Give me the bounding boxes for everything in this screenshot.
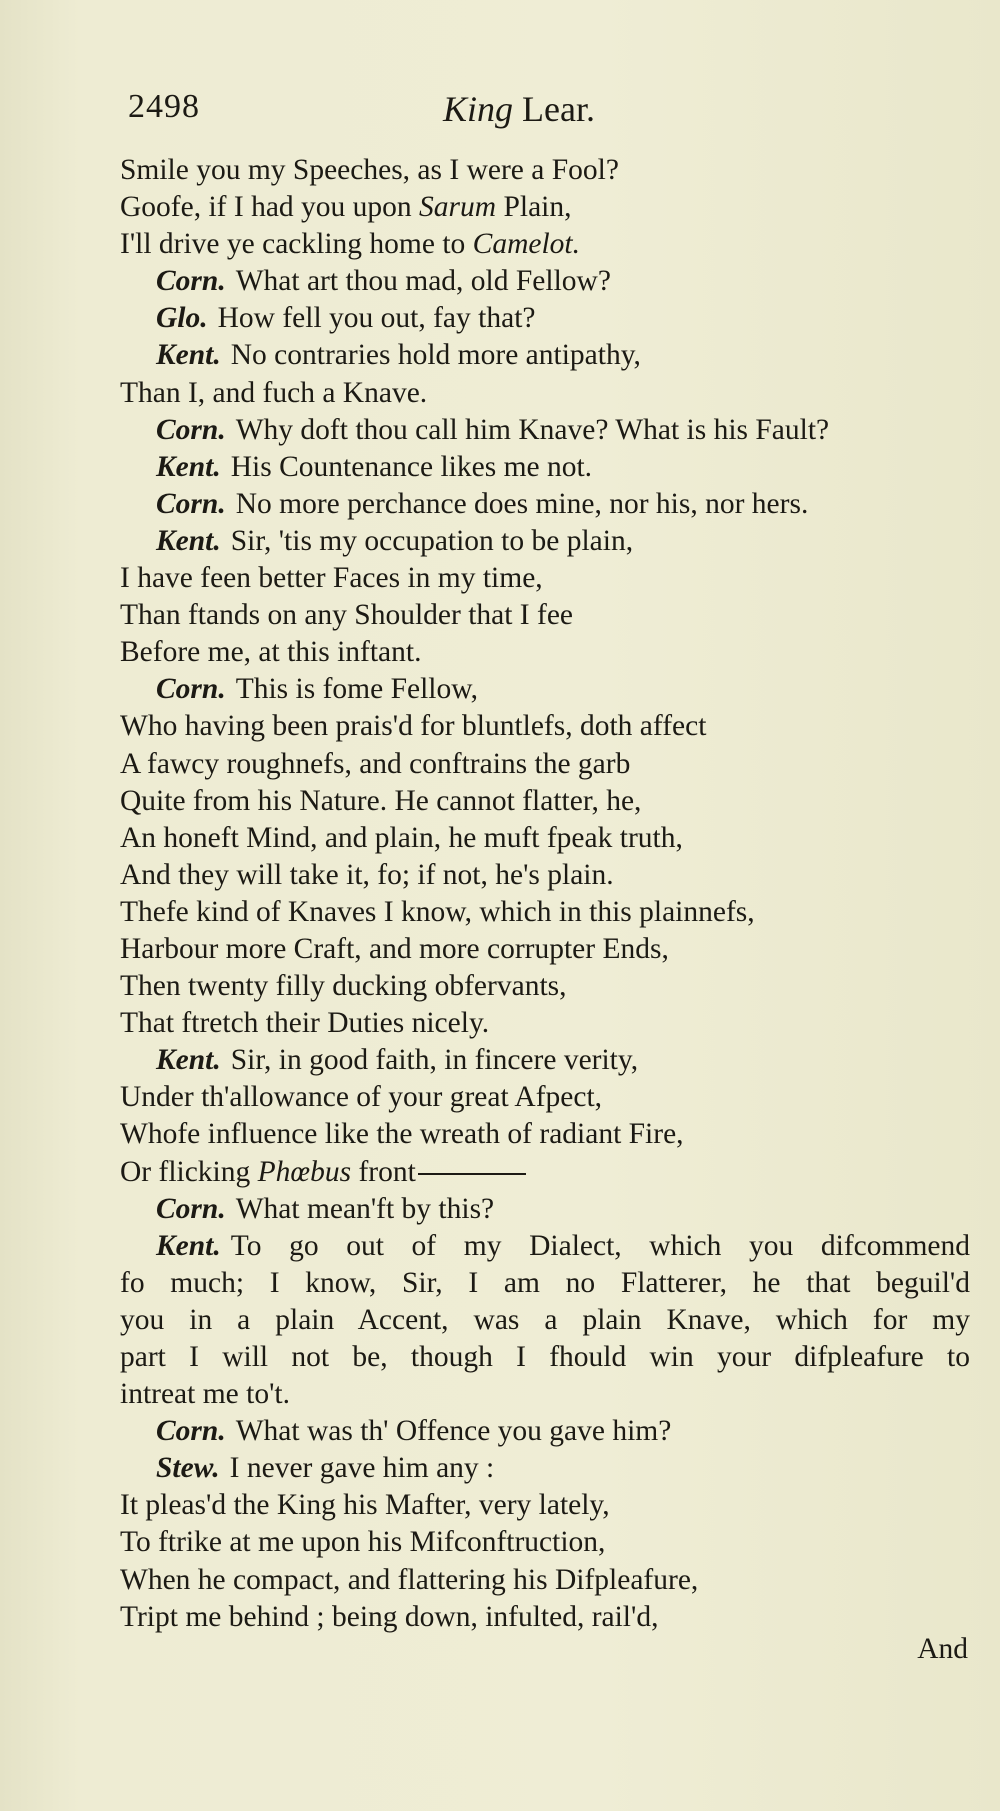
running-title-italic: King	[443, 89, 514, 129]
line-text-tail: Plain,	[496, 191, 572, 224]
text-line	[120, 189, 970, 226]
text-line	[120, 671, 970, 708]
text-line	[120, 375, 970, 412]
line-text: I have feen better Faces in my time,	[120, 562, 543, 595]
text-line	[120, 1450, 970, 1487]
line-text: When he compact, and flattering his Difpleafure,	[120, 1563, 699, 1596]
text-line	[120, 486, 970, 523]
text-line	[120, 1376, 970, 1413]
text-line	[120, 1079, 970, 1116]
line-text: part I will not be, though I fhould win your difpleafure to	[120, 1341, 970, 1373]
line-text: His Countenance likes me not.	[230, 450, 593, 483]
speaker-name: Kent.	[156, 1229, 221, 1262]
page-number: 2498	[128, 88, 200, 125]
speaker-name: Kent.	[156, 1044, 221, 1077]
text-line	[120, 820, 970, 857]
speaker-name: Kent.	[156, 450, 221, 483]
text-line	[120, 894, 970, 931]
text-line	[120, 1005, 970, 1042]
line-text: Why doft thou call him Knave? What is his Fault?	[235, 413, 830, 446]
text-line	[120, 263, 970, 300]
text-line	[120, 931, 970, 968]
line-text: A fawcy roughnefs, and conftrains the garb	[120, 747, 631, 780]
speaker-name: Corn.	[156, 265, 226, 298]
text-line	[120, 412, 970, 449]
line-text: Than ftands on any Shoulder that I fee	[120, 599, 574, 632]
text-line	[120, 152, 970, 189]
text-line	[120, 1191, 970, 1228]
text-line	[120, 1154, 970, 1191]
line-text-tail: front	[351, 1155, 416, 1188]
line-text: What was th' Offence you gave him?	[235, 1415, 672, 1448]
text-line	[120, 560, 970, 597]
speaker-name: Corn.	[156, 1192, 226, 1225]
text-line	[120, 634, 970, 671]
line-text: Tript me behind ; being down, infulted, rail'd,	[120, 1600, 659, 1633]
line-italic-text: Sarum	[419, 191, 497, 224]
dash-rule	[418, 1173, 526, 1175]
line-text: What art thou mad, old Fellow?	[235, 265, 611, 298]
text-line	[120, 300, 970, 337]
line-text: you in a plain Accent, was a plain Knave, which for my	[120, 1303, 970, 1336]
line-text: To go out of my Dialect, which you difcommend	[230, 1229, 970, 1262]
catchword: And	[917, 1633, 968, 1665]
speaker-name: Kent.	[156, 339, 221, 372]
text-line	[120, 746, 970, 783]
speaker-name: Stew.	[156, 1452, 220, 1485]
text-line	[120, 968, 970, 1005]
speaker-name: Corn.	[156, 487, 226, 520]
text-line	[120, 1562, 970, 1599]
line-text: I'll drive ye cackling home to	[120, 228, 473, 261]
line-text: This is fome Fellow,	[235, 673, 478, 706]
text-line	[120, 1116, 970, 1153]
text-line	[120, 523, 970, 560]
line-text: Sir, 'tis my occupation to be plain,	[230, 524, 634, 557]
line-text: An honeft Mind, and plain, he muft fpeak truth,	[120, 821, 683, 854]
text-line	[120, 1302, 970, 1339]
line-text: Who having been prais'd for bluntlefs, doth affect	[120, 710, 707, 743]
line-text: No contraries hold more antipathy,	[230, 339, 641, 372]
line-italic-text: Camelot.	[472, 228, 580, 261]
speaker-name: Corn.	[156, 1415, 226, 1448]
line-text: Before me, at this inftant.	[120, 636, 422, 669]
text-line	[120, 1228, 970, 1265]
text-line	[120, 783, 970, 820]
line-italic-text: Phœbus	[257, 1155, 352, 1188]
line-text: fo much; I know, Sir, I am no Flatterer, he that beguil'd	[120, 1266, 970, 1299]
line-text: Quite from his Nature. He cannot flatter, he,	[120, 784, 642, 817]
text-line	[120, 1042, 970, 1079]
line-text: To ftrike at me upon his Mifconftruction,	[120, 1526, 606, 1559]
speaker-name: Corn.	[156, 413, 226, 446]
speaker-name: Corn.	[156, 673, 226, 706]
text-line	[120, 449, 970, 486]
line-text: I never gave him any :	[229, 1452, 495, 1485]
line-text: Then twenty filly ducking obfervants,	[120, 970, 567, 1003]
line-text: Sir, in good faith, in fincere verity,	[230, 1044, 639, 1077]
line-text: Whofe influence like the wreath of radiant Fire,	[120, 1118, 684, 1151]
play-text	[120, 152, 970, 1636]
line-text: No more perchance does mine, nor his, nor hers.	[235, 487, 809, 520]
line-text: Than I, and fuch a Knave.	[120, 376, 428, 409]
line-text: Smile you my Speeches, as I were a Fool?	[120, 154, 619, 186]
text-line	[120, 1599, 970, 1636]
line-text: Under th'allowance of your great Afpect,	[120, 1081, 603, 1114]
text-line	[120, 1524, 970, 1561]
line-text: How fell you out, fay that?	[217, 302, 536, 335]
running-title	[443, 88, 595, 130]
line-text: intreat me to't.	[120, 1378, 290, 1411]
text-line	[120, 1339, 970, 1376]
line-text: Harbour more Craft, and more corrupter Ends,	[120, 932, 669, 965]
line-text: Thefe kind of Knaves I know, which in this plainnefs,	[120, 895, 755, 928]
line-text: And they will take it, fo; if not, he's plain.	[120, 858, 614, 891]
text-line	[120, 226, 970, 263]
line-text: That ftretch their Duties nicely.	[120, 1007, 490, 1040]
running-title-rest: Lear.	[522, 89, 595, 129]
text-line	[120, 337, 970, 374]
running-header	[125, 88, 965, 138]
text-line	[120, 1413, 970, 1450]
text-line	[120, 708, 970, 745]
speaker-name: Glo.	[156, 302, 208, 335]
line-text: It pleas'd the King his Mafter, very lately,	[120, 1489, 610, 1522]
text-line	[120, 857, 970, 894]
speaker-name: Kent.	[156, 524, 221, 557]
text-line	[120, 597, 970, 634]
line-text: What mean'ft by this?	[235, 1192, 495, 1225]
text-line	[120, 1265, 970, 1302]
line-text: Or flicking	[120, 1155, 258, 1188]
text-line	[120, 1487, 970, 1524]
line-text: Goofe, if I had you upon	[120, 191, 420, 224]
